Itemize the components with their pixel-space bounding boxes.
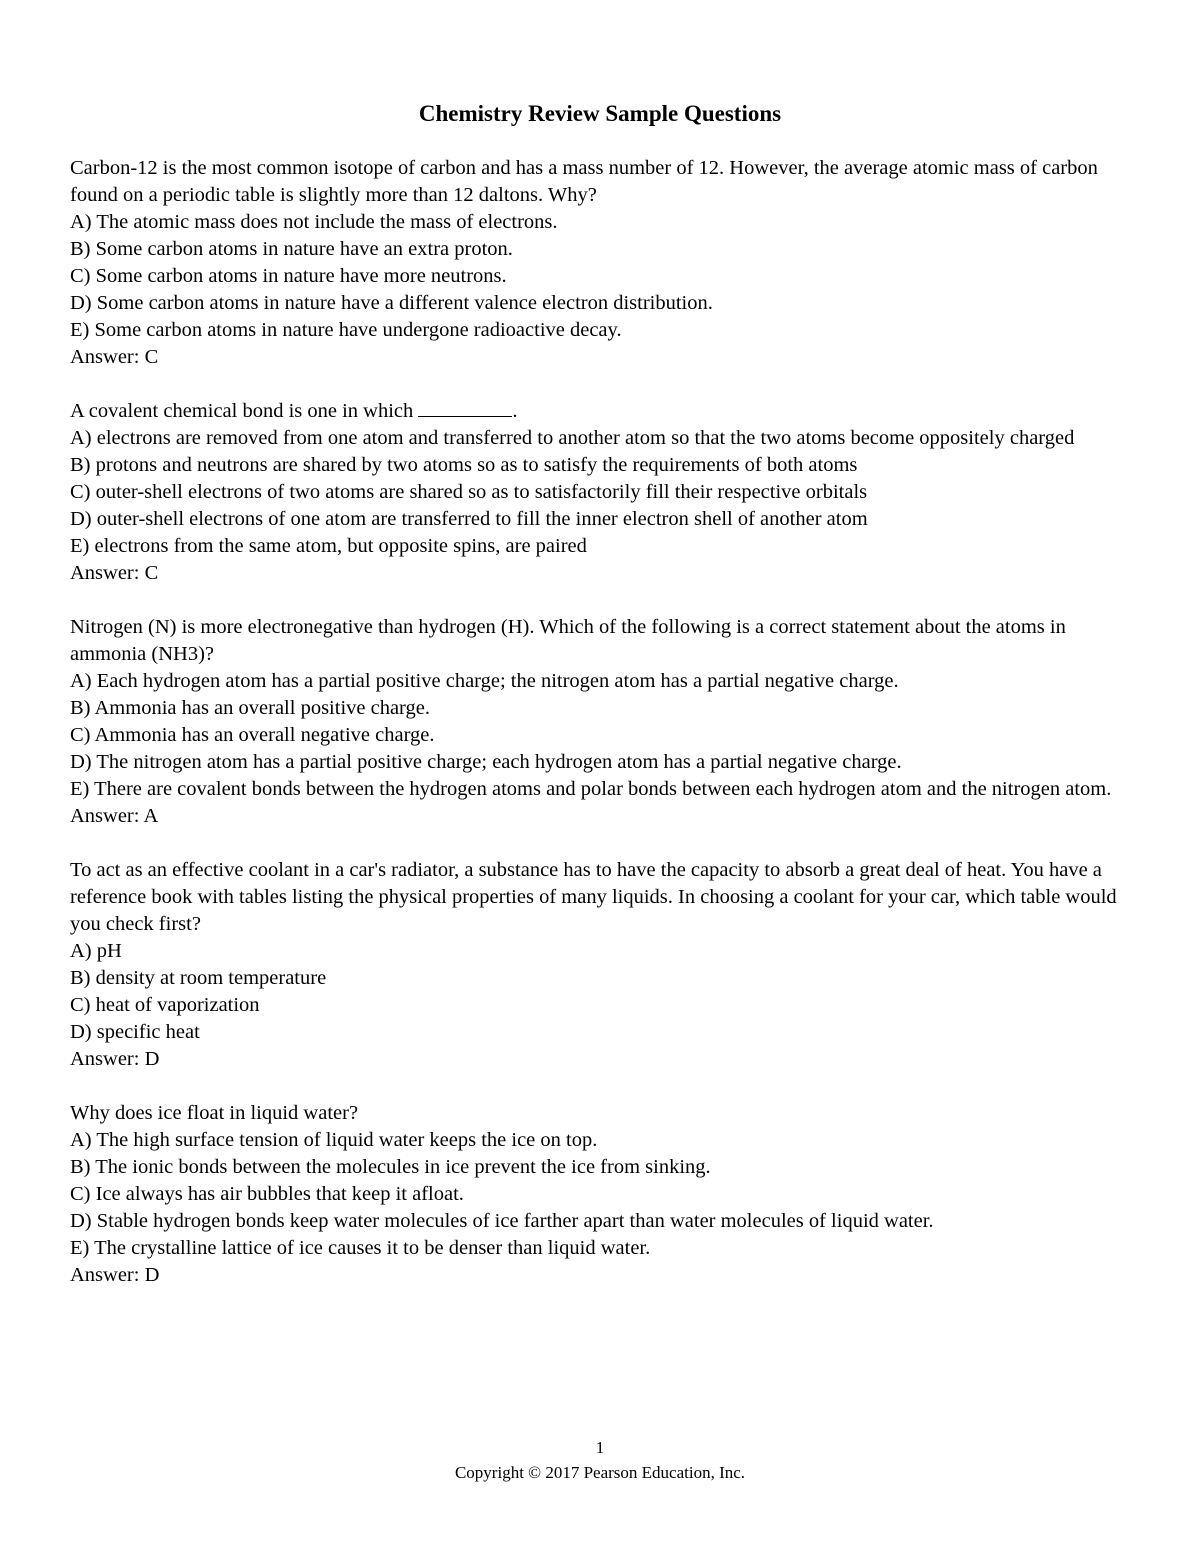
question-stem: To act as an effective coolant in a car's radiator, a substance has to have the capacity to absorb a great deal of heat. You have a reference book with tables listing the physical properties of many liquids. In choosing a coolant for your car, which table would you check first? bbox=[70, 859, 1117, 935]
question-list bbox=[70, 155, 1140, 1316]
option-a: A) electrons are removed from one atom and transferred to another atom so that the two atoms become oppositely charged bbox=[70, 427, 1075, 449]
question-stem: Nitrogen (N) is more electronegative than hydrogen (H). Which of the following is a correct statement about the atoms in ammonia (NH3)? bbox=[70, 616, 1066, 665]
page-title: Chemistry Review Sample Questions bbox=[418, 101, 782, 126]
option-d: D) Stable hydrogen bonds keep water molecules of ice farther apart than water molecules of liquid water. bbox=[70, 1210, 934, 1232]
question-2 bbox=[70, 398, 1140, 587]
question-stem: Carbon-12 is the most common isotope of carbon and has a mass number of 12. However, the average atomic mass of carbon found on a periodic table is slightly more than 12 daltons. Why? bbox=[70, 157, 1098, 206]
fill-in-blank bbox=[418, 398, 512, 417]
question-3 bbox=[70, 614, 1140, 830]
option-c: C) heat of vaporization bbox=[70, 994, 260, 1016]
option-b: B) Ammonia has an overall positive charge. bbox=[70, 697, 430, 719]
answer-line: Answer: C bbox=[70, 346, 159, 368]
copyright-notice: Copyright © 2017 Pearson Education, Inc. bbox=[454, 1463, 746, 1482]
option-b: B) protons and neutrons are shared by two atoms so as to satisfy the requirements of both atoms bbox=[70, 454, 858, 476]
option-d: D) specific heat bbox=[70, 1021, 200, 1043]
option-e: E) Some carbon atoms in nature have undergone radioactive decay. bbox=[70, 319, 622, 341]
option-d: D) The nitrogen atom has a partial positive charge; each hydrogen atom has a partial negative charge. bbox=[70, 751, 902, 773]
answer-line: Answer: C bbox=[70, 562, 159, 584]
option-c: C) outer-shell electrons of two atoms are shared so as to satisfactorily fill their respective orbitals bbox=[70, 481, 868, 503]
question-1 bbox=[70, 155, 1140, 371]
option-c: C) Ammonia has an overall negative charge. bbox=[70, 724, 435, 746]
answer-line: Answer: A bbox=[70, 805, 159, 827]
option-a: A) Each hydrogen atom has a partial positive charge; the nitrogen atom has a partial negative charge. bbox=[70, 670, 899, 692]
option-e: E) The crystalline lattice of ice causes it to be denser than liquid water. bbox=[70, 1237, 651, 1259]
option-a: A) The atomic mass does not include the mass of electrons. bbox=[70, 211, 558, 233]
answer-line: Answer: D bbox=[70, 1264, 160, 1286]
option-e: E) electrons from the same atom, but opposite spins, are paired bbox=[70, 535, 587, 557]
option-b: B) Some carbon atoms in nature have an extra proton. bbox=[70, 238, 513, 260]
option-a: A) pH bbox=[70, 940, 122, 962]
question-4 bbox=[70, 857, 1140, 1073]
page-number: 1 bbox=[595, 1438, 605, 1457]
option-c: C) Ice always has air bubbles that keep it afloat. bbox=[70, 1183, 464, 1205]
answer-line: Answer: D bbox=[70, 1048, 160, 1070]
option-c: C) Some carbon atoms in nature have more neutrons. bbox=[70, 265, 507, 287]
question-5 bbox=[70, 1100, 1140, 1289]
option-e: E) There are covalent bonds between the hydrogen atoms and polar bonds between each hydrogen atom and the nitrogen atom. bbox=[70, 778, 1112, 800]
stem-text: A covalent chemical bond is one in which bbox=[70, 400, 419, 422]
option-a: A) The high surface tension of liquid water keeps the ice on top. bbox=[70, 1129, 598, 1151]
stem-period: . bbox=[512, 400, 518, 422]
option-b: B) The ionic bonds between the molecules in ice prevent the ice from sinking. bbox=[70, 1156, 711, 1178]
option-d: D) outer-shell electrons of one atom are transferred to fill the inner electron shell of another atom bbox=[70, 508, 868, 530]
option-d: D) Some carbon atoms in nature have a different valence electron distribution. bbox=[70, 292, 713, 314]
question-stem bbox=[70, 398, 1140, 425]
option-b: B) density at room temperature bbox=[70, 967, 327, 989]
question-stem: Why does ice float in liquid water? bbox=[70, 1102, 359, 1124]
